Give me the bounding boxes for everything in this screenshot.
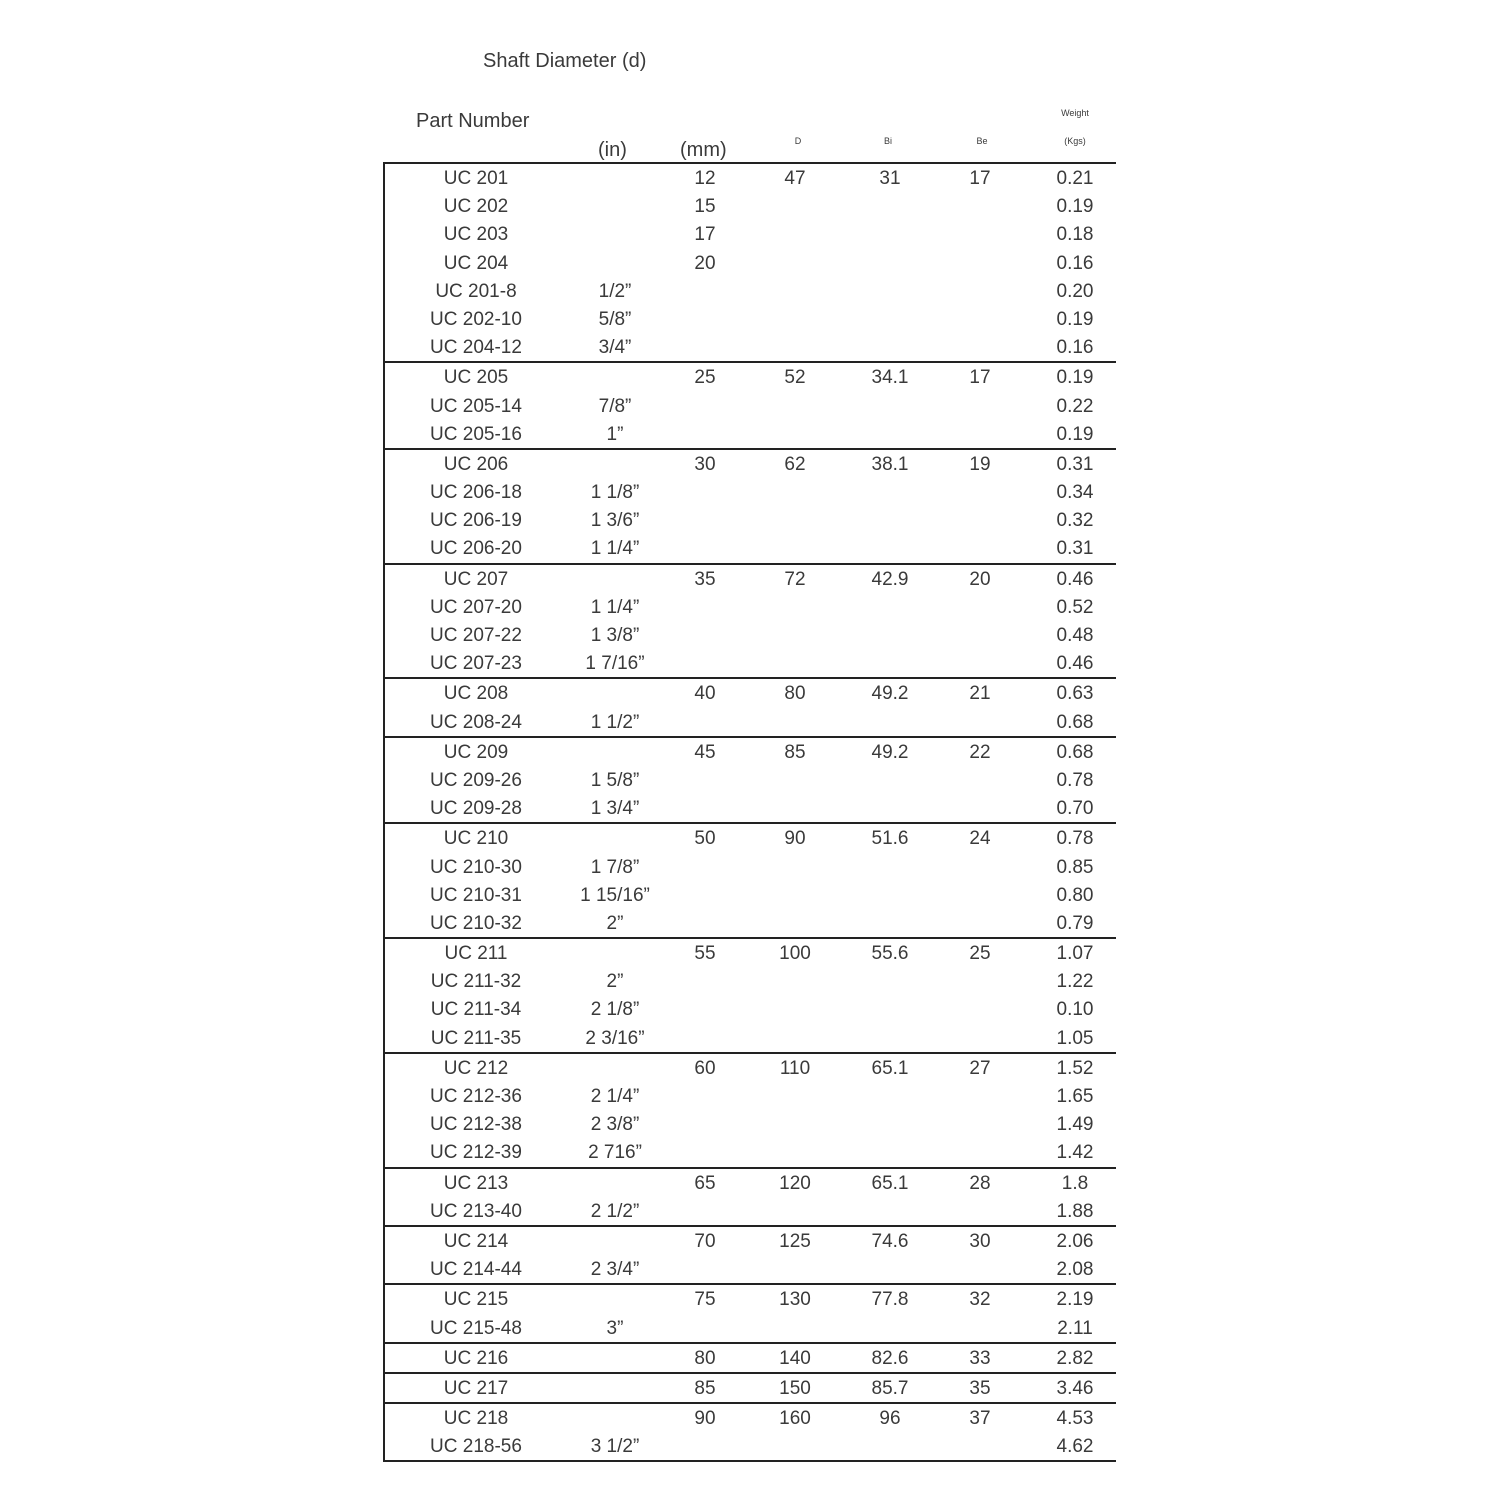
D-cell: 160 <box>779 1408 811 1430</box>
shaft-mm-cell: 55 <box>694 943 716 965</box>
part-number-cell: UC 214-44 <box>430 1259 522 1281</box>
D-cell: 140 <box>779 1347 811 1369</box>
weight-cell: 0.19 <box>1056 308 1094 330</box>
part-number-cell: UC 212 <box>443 1057 509 1079</box>
shaft-in-cell: 2 3/4” <box>590 1259 640 1281</box>
weight-cell: 1.65 <box>1056 1086 1094 1107</box>
Bi-cell: 77.8 <box>871 1289 909 1311</box>
weight-cell: 1.42 <box>1056 1142 1094 1164</box>
shaft-in-cell: 3/4” <box>598 337 632 359</box>
shaft-in-cell: 2 716” <box>588 1142 642 1164</box>
row-group <box>383 1225 1116 1283</box>
weight-cell: 0.20 <box>1056 280 1094 302</box>
weight-cell: 0.16 <box>1056 337 1094 359</box>
table-row <box>385 708 1116 736</box>
shaft-mm-cell: 50 <box>694 828 716 850</box>
table-row <box>385 1024 1116 1052</box>
weight-cell: 0.22 <box>1056 395 1094 417</box>
weight-cell: 4.62 <box>1056 1436 1094 1458</box>
shaft-mm-cell: 85 <box>694 1377 716 1399</box>
Be-cell: 20 <box>969 568 991 590</box>
Be-cell: 28 <box>969 1172 991 1194</box>
weight-cell: 0.78 <box>1056 769 1094 791</box>
header-part-number: Part Number <box>416 110 530 132</box>
Bi-cell: 51.6 <box>871 828 909 850</box>
part-number-cell: UC 212-36 <box>430 1086 522 1107</box>
row-group <box>383 448 1116 563</box>
weight-cell: 1.05 <box>1056 1027 1094 1049</box>
table-row <box>385 363 1116 391</box>
part-number-cell: UC 211-34 <box>430 999 522 1021</box>
row-group <box>383 677 1116 735</box>
table-row <box>385 1082 1116 1110</box>
weight-cell: 0.48 <box>1056 625 1094 646</box>
Be-cell: 25 <box>969 943 991 965</box>
table-row <box>385 679 1116 707</box>
table-row <box>385 995 1116 1023</box>
part-number-cell: UC 204-12 <box>430 337 522 359</box>
part-number-cell: UC 204 <box>443 252 509 274</box>
part-number-cell: UC 206 <box>443 453 509 475</box>
D-cell: 110 <box>779 1057 811 1079</box>
shaft-mm-cell: 70 <box>694 1230 716 1252</box>
part-number-cell: UC 209-26 <box>430 769 522 791</box>
Bi-cell: 65.1 <box>871 1057 909 1079</box>
shaft-mm-cell: 17 <box>694 224 716 246</box>
part-number-cell: UC 206-19 <box>430 510 522 532</box>
table-row <box>385 824 1116 852</box>
table-row <box>385 853 1116 881</box>
table-row <box>385 392 1116 420</box>
Bi-cell: 38.1 <box>871 453 909 475</box>
part-number-cell: UC 209-28 <box>430 798 522 820</box>
part-number-cell: UC 215-48 <box>430 1317 522 1339</box>
table-row <box>385 565 1116 593</box>
Be-cell: 27 <box>969 1057 991 1079</box>
row-group <box>383 736 1116 823</box>
table-row <box>385 506 1116 534</box>
part-number-cell: UC 202-10 <box>430 308 522 330</box>
table-row <box>385 450 1116 478</box>
header-weight-unit: (Kgs) <box>1064 136 1086 146</box>
table-row <box>385 1197 1116 1225</box>
weight-cell: 0.52 <box>1056 596 1094 618</box>
table-title: Shaft Diameter (d) <box>483 50 647 72</box>
table-row <box>385 220 1116 248</box>
Be-cell: 17 <box>969 168 991 189</box>
shaft-mm-cell: 35 <box>694 568 716 590</box>
Be-cell: 37 <box>969 1408 991 1430</box>
shaft-in-cell: 1 3/4” <box>590 798 640 820</box>
Bi-cell: 42.9 <box>871 568 909 590</box>
weight-cell: 0.68 <box>1056 711 1094 733</box>
Be-cell: 22 <box>969 741 991 763</box>
shaft-in-cell: 1 7/8” <box>590 856 640 878</box>
D-cell: 150 <box>779 1377 811 1399</box>
weight-cell: 0.34 <box>1056 482 1094 504</box>
row-group <box>383 1167 1116 1225</box>
Bi-cell: 31 <box>879 168 901 189</box>
header-weight: Weight <box>1061 108 1089 118</box>
weight-cell: 2.82 <box>1056 1347 1094 1369</box>
part-number-cell: UC 216 <box>443 1347 509 1369</box>
table-row <box>385 649 1116 677</box>
weight-cell: 2.06 <box>1056 1230 1094 1252</box>
shaft-mm-cell: 90 <box>694 1408 716 1430</box>
header-D: D <box>794 136 802 146</box>
table-row <box>385 1314 1116 1342</box>
D-cell: 130 <box>779 1289 811 1311</box>
row-group <box>383 361 1116 448</box>
weight-cell: 0.32 <box>1056 510 1094 532</box>
D-cell: 47 <box>784 168 806 189</box>
D-cell: 72 <box>784 568 806 590</box>
weight-cell: 4.53 <box>1056 1408 1094 1430</box>
Be-cell: 30 <box>969 1230 991 1252</box>
row-group <box>383 1052 1116 1167</box>
weight-cell: 0.31 <box>1056 453 1094 475</box>
Bi-cell: 49.2 <box>871 741 909 763</box>
header-Bi: Bi <box>883 136 892 146</box>
weight-cell: 0.19 <box>1056 196 1094 218</box>
D-cell: 80 <box>784 683 806 705</box>
shaft-mm-cell: 45 <box>694 741 716 763</box>
shaft-in-cell: 1 1/4” <box>590 538 640 560</box>
weight-cell: 1.8 <box>1061 1172 1089 1194</box>
shaft-in-cell: 2 3/16” <box>585 1027 645 1049</box>
row-group <box>383 1342 1116 1372</box>
Bi-cell: 82.6 <box>871 1347 909 1369</box>
table-row <box>385 1344 1116 1372</box>
part-number-cell: UC 211-35 <box>430 1027 522 1049</box>
weight-cell: 0.19 <box>1056 423 1094 445</box>
shaft-mm-cell: 65 <box>694 1172 716 1194</box>
table-row <box>385 277 1116 305</box>
Bi-cell: 74.6 <box>871 1230 909 1252</box>
shaft-mm-cell: 20 <box>694 252 716 274</box>
weight-cell: 0.16 <box>1056 252 1094 274</box>
Be-cell: 32 <box>969 1289 991 1311</box>
weight-cell: 0.80 <box>1056 884 1094 906</box>
Bi-cell: 96 <box>879 1408 901 1430</box>
weight-cell: 0.10 <box>1056 999 1094 1021</box>
bearing-table <box>383 162 1116 1462</box>
shaft-in-cell: 2 1/4” <box>590 1086 640 1107</box>
weight-cell: 0.85 <box>1056 856 1094 878</box>
weight-cell: 1.49 <box>1056 1114 1094 1136</box>
table-row <box>385 1169 1116 1197</box>
shaft-mm-cell: 30 <box>694 453 716 475</box>
weight-cell: 1.52 <box>1056 1057 1094 1079</box>
row-group <box>383 1402 1116 1462</box>
shaft-in-cell: 1” <box>606 423 624 445</box>
part-number-cell: UC 218-56 <box>430 1436 522 1458</box>
Be-cell: 33 <box>969 1347 991 1369</box>
table-row <box>385 738 1116 766</box>
table-row <box>385 1054 1116 1082</box>
part-number-cell: UC 218 <box>443 1408 509 1430</box>
shaft-mm-cell: 80 <box>694 1347 716 1369</box>
D-cell: 52 <box>784 367 806 389</box>
row-group <box>383 822 1116 937</box>
row-group <box>383 563 1116 678</box>
table-row <box>385 249 1116 277</box>
row-group <box>383 1372 1116 1402</box>
shaft-in-cell: 1 7/16” <box>585 653 645 675</box>
table-row <box>385 333 1116 361</box>
table-row <box>385 1227 1116 1255</box>
part-number-cell: UC 207-20 <box>430 596 522 618</box>
D-cell: 120 <box>779 1172 811 1194</box>
part-number-cell: UC 207 <box>443 568 509 590</box>
table-row <box>385 1404 1116 1432</box>
shaft-in-cell: 1 3/6” <box>590 510 640 532</box>
weight-cell: 0.68 <box>1056 741 1094 763</box>
table-row <box>385 794 1116 822</box>
shaft-in-cell: 2 3/8” <box>590 1114 640 1136</box>
shaft-mm-cell: 40 <box>694 683 716 705</box>
Bi-cell: 55.6 <box>871 943 909 965</box>
shaft-in-cell: 5/8” <box>598 308 632 330</box>
shaft-in-cell: 7/8” <box>598 395 632 417</box>
shaft-in-cell: 2” <box>606 971 624 993</box>
part-number-cell: UC 201-8 <box>435 280 517 302</box>
shaft-mm-cell: 60 <box>694 1057 716 1079</box>
weight-cell: 0.21 <box>1056 168 1094 189</box>
weight-cell: 0.46 <box>1056 568 1094 590</box>
shaft-in-cell: 2” <box>606 912 624 934</box>
shaft-mm-cell: 25 <box>694 367 716 389</box>
table-row <box>385 534 1116 562</box>
table-row <box>385 939 1116 967</box>
D-cell: 125 <box>779 1230 811 1252</box>
weight-cell: 1.88 <box>1056 1200 1094 1222</box>
part-number-cell: UC 213-40 <box>430 1200 522 1222</box>
part-number-cell: UC 206-20 <box>430 538 522 560</box>
part-number-cell: UC 205-16 <box>430 423 522 445</box>
shaft-in-cell: 1/2” <box>598 280 632 302</box>
weight-cell: 2.11 <box>1057 1317 1093 1339</box>
part-number-cell: UC 207-22 <box>430 625 522 646</box>
part-number-cell: UC 206-18 <box>430 482 522 504</box>
table-row <box>385 192 1116 220</box>
table-row <box>385 1138 1116 1166</box>
shaft-in-cell: 2 1/2” <box>590 1200 640 1222</box>
weight-cell: 0.63 <box>1056 683 1094 705</box>
part-number-cell: UC 217 <box>443 1377 509 1399</box>
weight-cell: 3.46 <box>1056 1377 1094 1399</box>
table-row <box>385 1374 1116 1402</box>
shaft-in-cell: 1 5/8” <box>590 769 640 791</box>
Bi-cell: 65.1 <box>871 1172 909 1194</box>
D-cell: 90 <box>784 828 806 850</box>
table-row <box>385 305 1116 333</box>
weight-cell: 0.19 <box>1056 367 1094 389</box>
table-row <box>385 478 1116 506</box>
part-number-cell: UC 207-23 <box>430 653 522 675</box>
D-cell: 85 <box>784 741 806 763</box>
Be-cell: 21 <box>969 683 991 705</box>
table-row <box>385 766 1116 794</box>
part-number-cell: UC 213 <box>443 1172 509 1194</box>
table-row <box>385 164 1116 192</box>
Bi-cell: 49.2 <box>871 683 909 705</box>
Be-cell: 35 <box>969 1377 991 1399</box>
Be-cell: 17 <box>969 367 991 389</box>
part-number-cell: UC 201 <box>443 168 509 189</box>
part-number-cell: UC 210-30 <box>430 856 522 878</box>
shaft-mm-cell: 15 <box>694 196 716 218</box>
part-number-cell: UC 214 <box>443 1230 509 1252</box>
weight-cell: 0.18 <box>1056 224 1094 246</box>
table-row <box>385 1285 1116 1313</box>
part-number-cell: UC 205-14 <box>430 395 522 417</box>
shaft-in-cell: 3 1/2” <box>590 1436 640 1458</box>
table-row <box>385 1432 1116 1460</box>
table-row <box>385 967 1116 995</box>
header-Be: Be <box>976 136 988 146</box>
Bi-cell: 34.1 <box>871 367 909 389</box>
table-row <box>385 909 1116 937</box>
weight-cell: 0.79 <box>1056 912 1094 934</box>
shaft-in-cell: 1 1/8” <box>590 482 640 504</box>
row-group <box>383 162 1116 361</box>
weight-cell: 0.31 <box>1056 538 1094 560</box>
shaft-in-cell: 1 3/8” <box>590 625 640 646</box>
weight-cell: 2.19 <box>1056 1289 1094 1311</box>
weight-cell: 1.22 <box>1056 971 1094 993</box>
Be-cell: 19 <box>969 453 991 475</box>
shaft-in-cell: 3” <box>606 1317 624 1339</box>
D-cell: 62 <box>784 453 806 475</box>
part-number-cell: UC 208-24 <box>430 711 522 733</box>
part-number-cell: UC 210-31 <box>430 884 522 906</box>
shaft-in-cell: 1 1/4” <box>590 596 640 618</box>
part-number-cell: UC 211-32 <box>430 971 522 993</box>
weight-cell: 0.46 <box>1056 653 1094 675</box>
table-row <box>385 1110 1116 1138</box>
weight-cell: 0.70 <box>1056 798 1094 820</box>
shaft-in-cell: 1 15/16” <box>580 884 650 906</box>
part-number-cell: UC 210 <box>443 828 509 850</box>
part-number-cell: UC 212-38 <box>430 1114 522 1136</box>
shaft-mm-cell: 75 <box>694 1289 716 1311</box>
Bi-cell: 85.7 <box>871 1377 909 1399</box>
row-group <box>383 1283 1116 1341</box>
table-row <box>385 881 1116 909</box>
header-mm: (mm) <box>680 139 727 161</box>
part-number-cell: UC 211 <box>444 943 508 965</box>
part-number-cell: UC 212-39 <box>430 1142 522 1164</box>
row-group <box>383 937 1116 1052</box>
part-number-cell: UC 208 <box>443 683 509 705</box>
part-number-cell: UC 202 <box>443 196 509 218</box>
table-row <box>385 1255 1116 1283</box>
part-number-cell: UC 215 <box>443 1289 509 1311</box>
table-row <box>385 593 1116 621</box>
part-number-cell: UC 205 <box>443 367 509 389</box>
D-cell: 100 <box>779 943 811 965</box>
shaft-mm-cell: 12 <box>694 168 716 189</box>
weight-cell: 0.78 <box>1056 828 1094 850</box>
header-in: (in) <box>598 139 627 161</box>
table-row <box>385 621 1116 649</box>
part-number-cell: UC 209 <box>443 741 509 763</box>
table-row <box>385 420 1116 448</box>
part-number-cell: UC 210-32 <box>430 912 522 934</box>
shaft-in-cell: 1 1/2” <box>590 711 640 733</box>
part-number-cell: UC 203 <box>443 224 509 246</box>
weight-cell: 1.07 <box>1056 943 1094 965</box>
Be-cell: 24 <box>969 828 991 850</box>
shaft-in-cell: 2 1/8” <box>590 999 640 1021</box>
weight-cell: 2.08 <box>1056 1259 1094 1281</box>
